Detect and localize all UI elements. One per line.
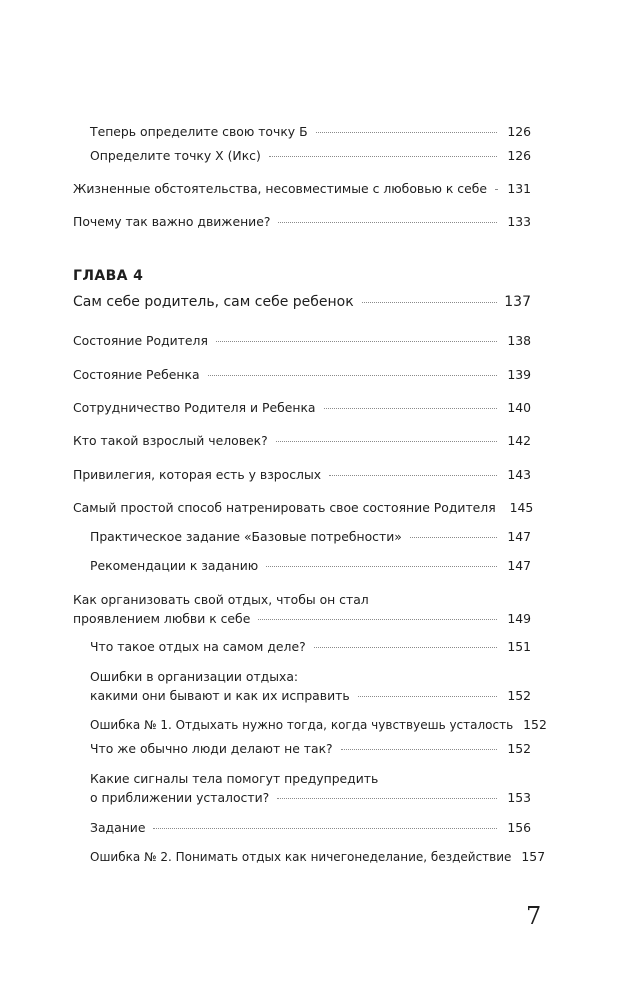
toc-entry-title: Что такое отдых на самом деле? [90, 639, 306, 654]
toc-entry-last-line [73, 609, 531, 628]
dot-leader [208, 375, 497, 376]
toc-entry [90, 820, 531, 836]
toc-entry-multiline [90, 667, 531, 705]
toc-entry-last-line [90, 788, 531, 807]
toc-entry-title: Состояние Родителя [73, 333, 208, 348]
toc-entry-page: 156 [507, 820, 531, 835]
dot-leader [329, 475, 497, 476]
toc-entry-page: 151 [507, 639, 531, 654]
toc-entry-page: 133 [507, 214, 531, 229]
toc-entry-title-line2: о приближении усталости? [90, 790, 270, 805]
toc-entry [90, 849, 546, 865]
dot-leader [258, 619, 497, 620]
toc-entry-title: Практическое задание «Базовые потребности» [90, 529, 402, 544]
toc-entry-page: 145 [509, 500, 534, 515]
toc-entry-page: 149 [507, 611, 531, 626]
dot-leader [410, 537, 497, 538]
toc-entry-title: Рекомендации к заданию [90, 558, 259, 573]
dot-leader [495, 189, 497, 190]
toc-entry-page: 131 [507, 181, 531, 196]
toc-entry-page: 152 [507, 688, 531, 703]
toc-entry-title: Теперь определите свою точку Б [90, 124, 308, 139]
dot-leader [269, 156, 497, 157]
toc-entry-title: Самый простой способ натренировать свое состояние Родителя [73, 500, 496, 515]
dot-leader [216, 341, 497, 342]
chapter-label: ГЛАВА 4 [73, 268, 144, 284]
toc-entry [73, 181, 531, 197]
dot-leader [153, 828, 497, 829]
toc-entry-page: 143 [507, 467, 531, 482]
toc-entry-page: 157 [521, 849, 546, 864]
toc-entry-title-line2: проявлением любви к себе [73, 611, 251, 626]
toc-entry-title-line1: Как организовать свой отдых, чтобы он стал [73, 592, 369, 607]
toc-entry-title: Задание [90, 820, 146, 835]
toc-entry-title: Сотрудничество Родителя и Ребенка [73, 400, 316, 415]
toc-entry [73, 367, 531, 383]
toc-entry-multiline [90, 769, 531, 807]
toc-entry-page: 147 [507, 558, 531, 573]
toc-entry [73, 467, 531, 483]
toc-entry [90, 639, 531, 655]
page-number: 7 [526, 902, 542, 930]
dot-leader [266, 566, 497, 567]
toc-entry-title: Что же обычно люди делают не так? [90, 741, 333, 756]
dot-leader [316, 132, 497, 133]
chapter-title: Сам себе родитель, сам себе ребенок [73, 294, 354, 310]
dot-leader [276, 441, 497, 442]
toc-entry-title: Почему так важно движение? [73, 214, 271, 229]
toc-entry-title: Ошибка № 1. Отдыхать нужно тогда, когда чувствуешь усталость [90, 718, 514, 732]
chapter-title-entry [73, 294, 531, 310]
toc-entry [73, 500, 534, 516]
toc-entry-page: 152 [507, 741, 531, 756]
dot-leader [277, 798, 497, 799]
dot-leader [362, 302, 497, 303]
toc-entry-page: 147 [507, 529, 531, 544]
toc-entry [90, 741, 531, 757]
toc-entry-page: 137 [504, 294, 531, 310]
dot-leader [324, 408, 497, 409]
toc-entry-title-line2: какими они бывают и как их исправить [90, 688, 350, 703]
toc-entry-last-line [90, 686, 531, 705]
dot-leader [314, 647, 497, 648]
toc-entry-title: Жизненные обстоятельства, несовместимые с любовью к себе [73, 181, 487, 196]
toc-entry-page: 152 [523, 717, 547, 732]
toc-entry-page: 139 [507, 367, 531, 382]
toc-entry-page: 153 [507, 790, 531, 805]
toc-entry [73, 400, 531, 416]
toc-entry-title-line1: Ошибки в организации отдыха: [90, 669, 299, 684]
toc-entry [90, 148, 531, 164]
toc-entry-page: 126 [507, 124, 531, 139]
toc-entry [73, 333, 531, 349]
toc-entry-page: 142 [507, 433, 531, 448]
toc-entry [90, 529, 531, 545]
toc-entry-title: Привилегия, которая есть у взрослых [73, 467, 322, 482]
toc-entry-title: Кто такой взрослый человек? [73, 433, 268, 448]
dot-leader [341, 749, 497, 750]
toc-entry-page: 138 [507, 333, 531, 348]
dot-leader [358, 696, 497, 697]
toc-entry [73, 433, 531, 449]
toc-entry-title: Ошибка № 2. Понимать отдых как ничегонеделание, бездействие [90, 850, 512, 864]
toc-entry [73, 214, 531, 230]
toc-entry-title: Состояние Ребенка [73, 367, 200, 382]
toc-entry [90, 124, 531, 140]
toc-entry [90, 558, 531, 574]
dot-leader [278, 222, 497, 223]
toc-entry-multiline [73, 590, 531, 628]
toc-entry-page: 140 [507, 400, 531, 415]
toc-entry-page: 126 [507, 148, 531, 163]
toc-entry [90, 717, 547, 733]
toc-entry-title: Определите точку X (Икс) [90, 148, 261, 163]
toc-entry-title-line1: Какие сигналы тела помогут предупредить [90, 771, 379, 786]
